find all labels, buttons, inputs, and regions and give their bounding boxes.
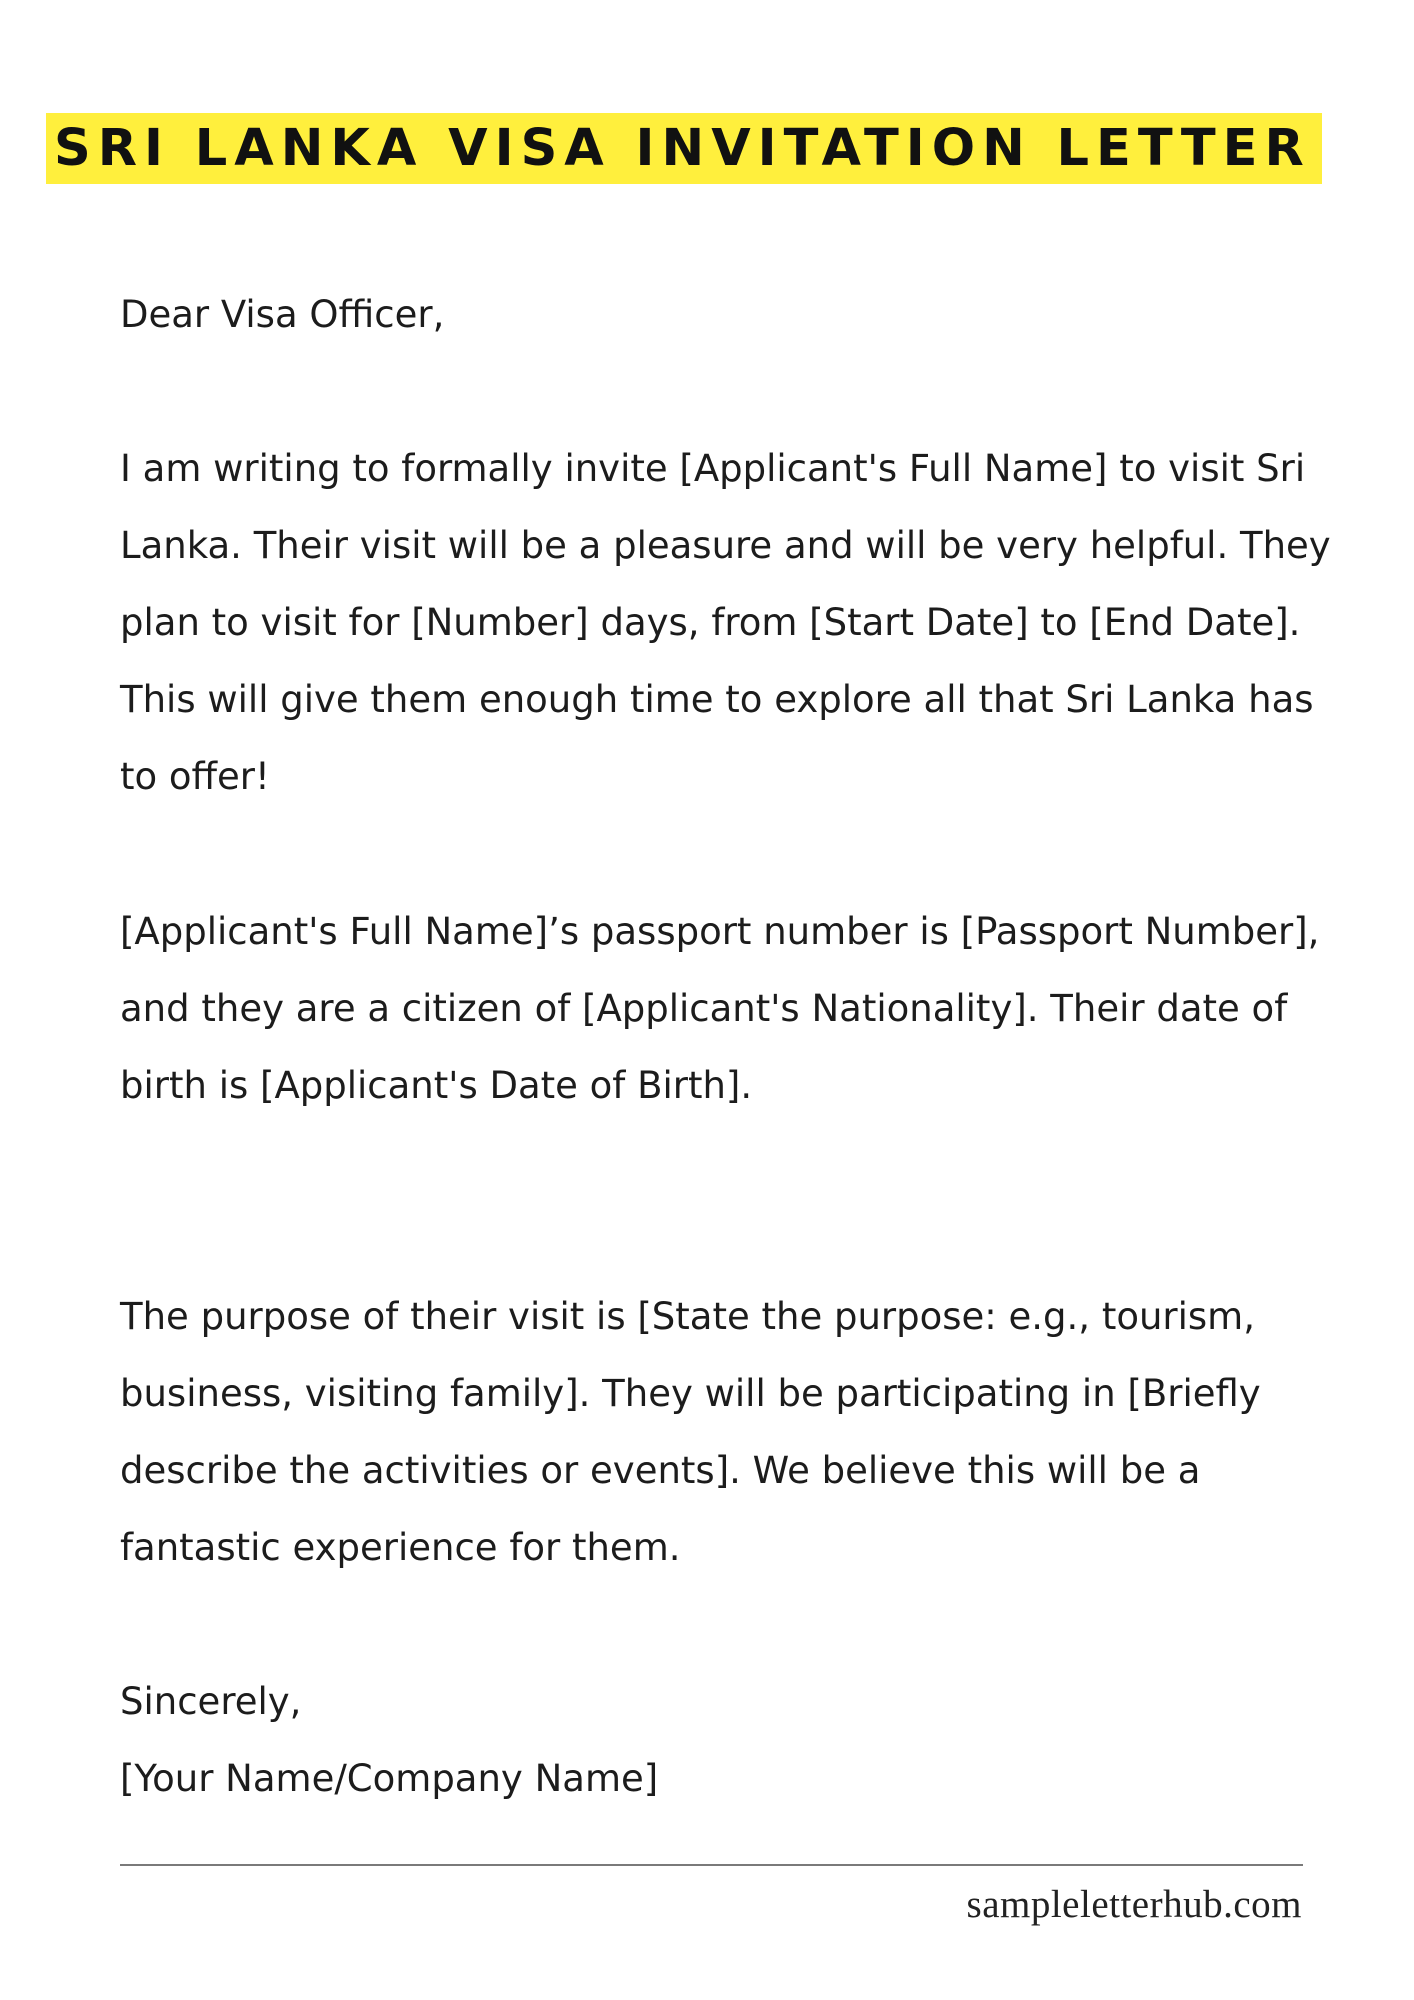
paragraph-purpose: The purpose of their visit is [State the purpose: e.g., tourism, business, visiting family]. They will be participating in [Briefly describe the activities or events]. We believe this will be a fantastic experience for them. [120, 1295, 1261, 1569]
paragraph-invitation: I am writing to formally invite [Applicant's Full Name] to visit Sri Lanka. Their visit will be a pleasure and will be very helpful. They plan to visit for [Number] days, from [Start Date] to [End Date]. This will give them enough time to explore all that Sri Lanka has to offer! [120, 447, 1331, 798]
signature: [Your Name/Company Name] [120, 1757, 659, 1800]
paragraph-applicant-details: [Applicant's Full Name]’s passport number is [Passport Number], and they are a citizen of [Applicant's Nationality]. Their date of birth is [Applicant's Date of Birth]. [120, 910, 1320, 1107]
page-title: SRI LANKA VISA INVITATION LETTER [54, 119, 1311, 178]
website-link[interactable]: sampleletterhub.com [966, 1883, 1302, 1926]
closing: Sincerely, [120, 1680, 302, 1723]
salutation: Dear Visa Officer, [120, 293, 445, 336]
footer-divider [120, 1864, 1303, 1866]
